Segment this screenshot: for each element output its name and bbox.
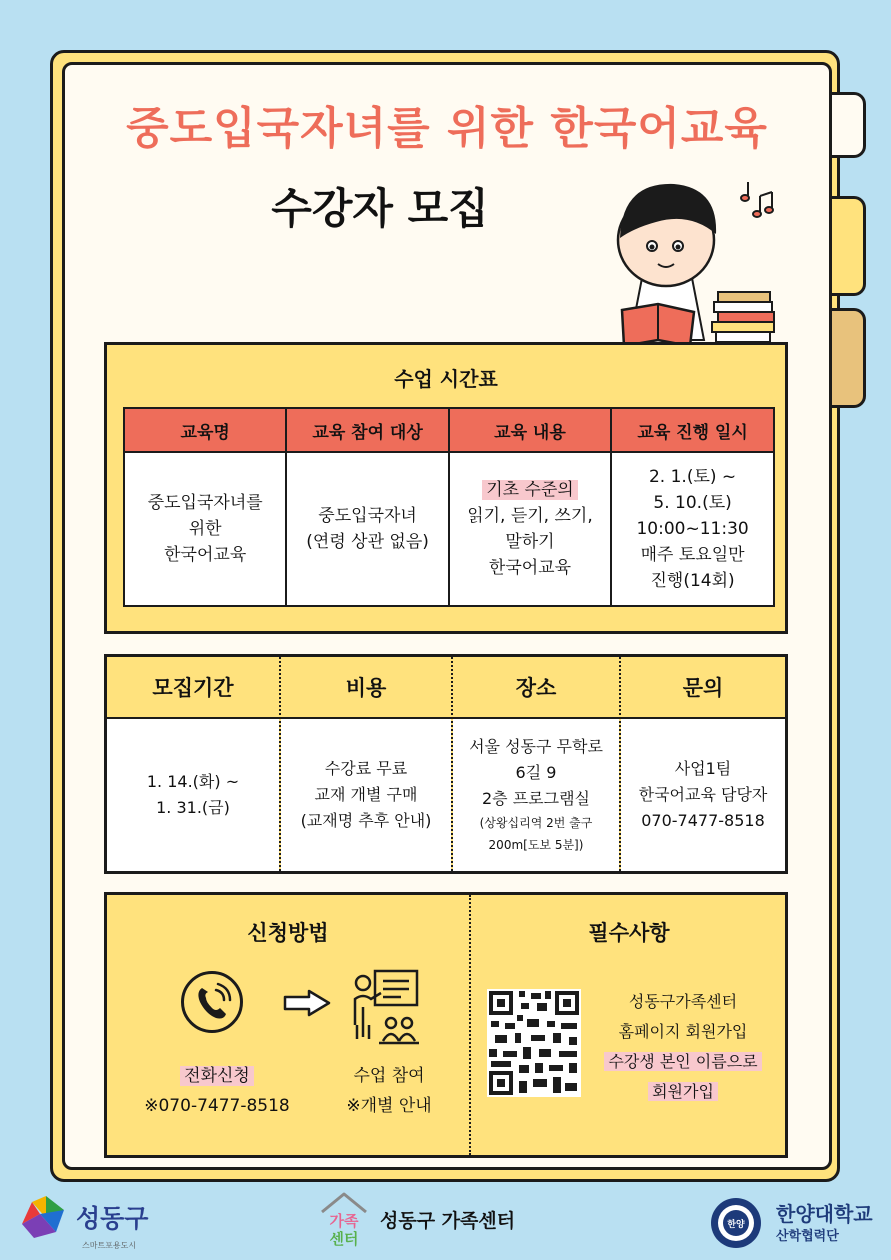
music-note-icon [741, 182, 773, 217]
period-header: 모집기간 [107, 657, 279, 719]
svg-text:센터: 센터 [329, 1230, 359, 1248]
highlighted-text: 수강생 본인 이름으로 [604, 1052, 761, 1071]
cost-value: 수강료 무료 교재 개별 구매 (교재명 추후 안내) [281, 719, 451, 871]
svg-text:가족: 가족 [329, 1212, 359, 1230]
schedule-title: 수업 시간표 [394, 367, 498, 391]
table-header-row [124, 408, 774, 452]
seongdong-name: 성동구 [76, 1204, 149, 1233]
content-cell: 기초 수준의 읽기, 듣기, 쓰기, 말하기 한국어교육 [449, 452, 611, 606]
requirements-title: 필수사항 [588, 921, 670, 945]
place-value: 서울 성동구 무학로 6길 9 2층 프로그램실 (상왕십리역 2번 출구 200m[도보 5분]) [453, 719, 619, 871]
target-cell: 중도입국자녀 (연령 상관 없음) [286, 452, 448, 606]
table-row [124, 452, 774, 606]
books-icon [712, 292, 774, 342]
phone-apply-step: 전화신청 ※070-7477-8518 [144, 1066, 290, 1116]
contact-column [619, 657, 785, 871]
seongdong-logo [18, 1194, 149, 1250]
apply-section [104, 892, 788, 1158]
cost-header: 비용 [281, 657, 451, 719]
place-header: 장소 [453, 657, 619, 719]
qr-code-icon[interactable] [487, 989, 581, 1097]
hanyang-seal-icon [706, 1196, 770, 1250]
hanyang-name: 한양대학교 [776, 1201, 873, 1226]
schedule-section [104, 342, 788, 634]
page-subtitle: 수강자 모집 [271, 184, 489, 233]
seongdong-logo-icon [18, 1194, 68, 1240]
column-header: 교육 진행 일시 [611, 408, 774, 452]
column-header: 교육명 [124, 408, 286, 452]
datetime-cell: 2. 1.(토) ~ 5. 10.(토) 10:00~11:30 매주 토요일만 진행(14회) [611, 452, 774, 606]
column-header: 교육 내용 [449, 408, 611, 452]
reading-boy-illustration [600, 160, 790, 350]
apply-method-panel [107, 895, 471, 1155]
folder-tab [832, 196, 866, 296]
info-section [104, 654, 788, 874]
contact-value: 사업1팀 한국어교육 담당자 070-7477-8518 [621, 719, 785, 871]
period-column [107, 657, 279, 871]
schedule-table [123, 407, 775, 607]
phone-icon [181, 971, 243, 1033]
highlighted-text: 기초 수준의 [482, 480, 578, 500]
hanyang-logo [706, 1196, 873, 1250]
requirements-text: 성동구가족센터 홈페이지 회원가입 수강생 본인 이름으로 회원가입 [585, 987, 781, 1107]
folder-tab [826, 92, 866, 158]
family-center-name: 성동구 가족센터 [380, 1209, 516, 1232]
cost-column [279, 657, 451, 871]
course-name-cell: 중도입국자녀를 위한 한국어교육 [124, 452, 286, 606]
arrow-right-icon [283, 989, 331, 1017]
highlighted-text: 회원가입 [648, 1082, 718, 1101]
highlighted-text: 전화신청 [180, 1066, 254, 1086]
apply-method-title: 신청방법 [247, 921, 329, 945]
column-header: 교육 참여 대상 [286, 408, 448, 452]
contact-header: 문의 [621, 657, 785, 719]
page-title: 중도입국자녀를 위한 한국어교육 [126, 103, 768, 154]
place-column [451, 657, 619, 871]
attend-class-step: 수업 참여 ※개별 안내 [346, 1066, 432, 1116]
family-center-logo [318, 1190, 515, 1248]
hanyang-sub: 산학협력단 [776, 1228, 839, 1244]
period-value: 1. 14.(화) ~ 1. 31.(금) [107, 719, 279, 871]
family-center-logo-icon [318, 1190, 370, 1248]
seongdong-slogan: 스마트포용도시 [82, 1241, 137, 1250]
svg-text:한양: 한양 [727, 1220, 745, 1230]
folder-tab [832, 308, 866, 408]
requirements-panel [473, 895, 785, 1155]
class-icon [349, 967, 421, 1047]
